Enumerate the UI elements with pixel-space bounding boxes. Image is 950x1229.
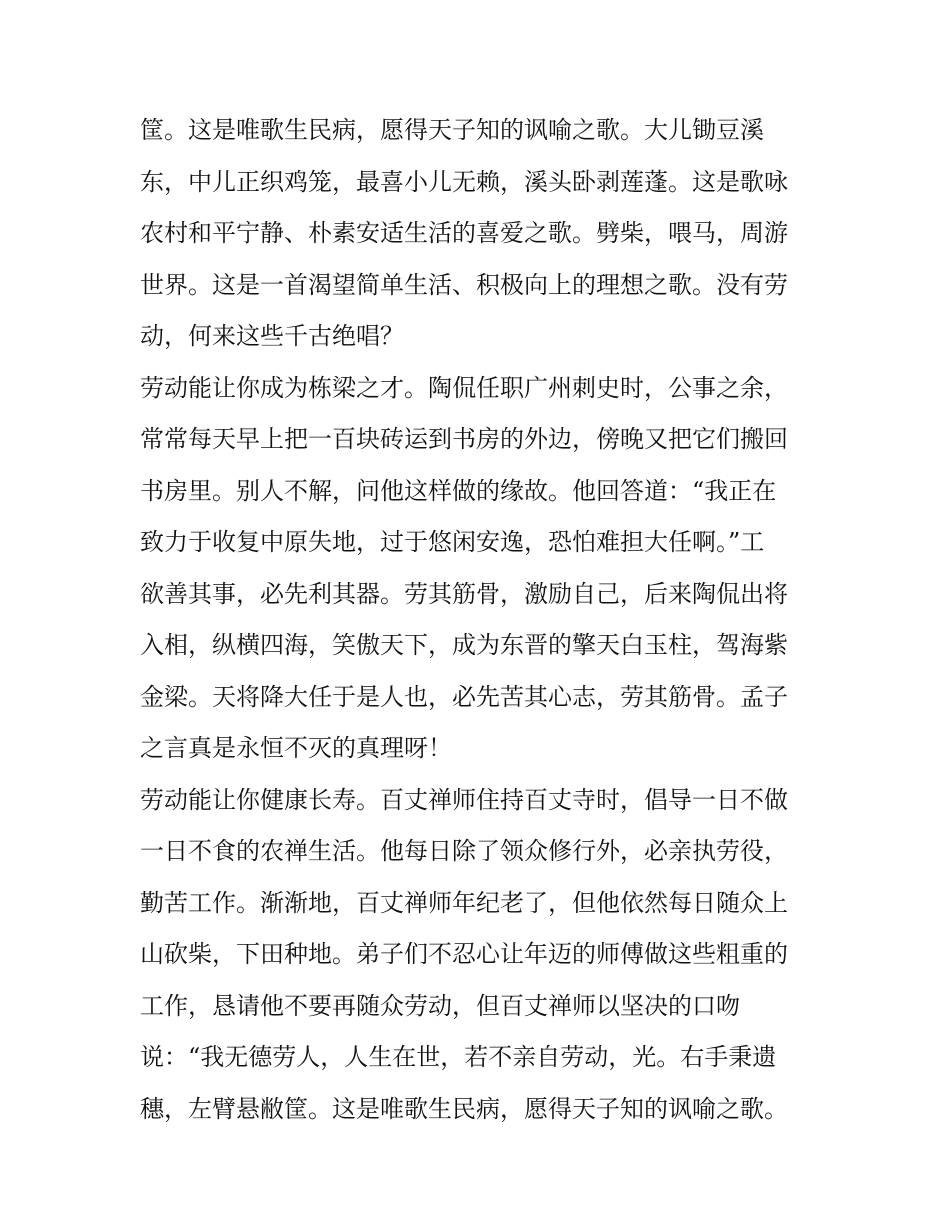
text-line-5: 动，何来这些千古绝唱？ <box>140 322 404 350</box>
text-line-9: 致力于收复中原失地，过于悠闲安逸，恐怕难担大任啊。”工 <box>140 528 765 556</box>
text-line-17: 山砍柴，下田种地。弟子们不忍心让年迈的师傅做这些粗重的 <box>140 940 788 968</box>
text-line-10: 欲善其事，必先利其器。劳其筋骨，激励自己，后来陶侃出将 <box>140 579 788 608</box>
text-line-11: 入相，纵横四海，笑傲天下，成为东晋的擎天白玉柱，驾海紫 <box>140 631 788 659</box>
body-text <box>140 105 830 1135</box>
text-line-15: 一日不食的农禅生活。他每日除了领众修行外，必亲执劳役， <box>140 837 788 865</box>
text-line-13: 之言真是永恒不灭的真理呀！ <box>140 734 452 762</box>
text-line-14: 劳动能让你健康长寿。百丈禅师住持百丈寺时，倡导一日不做 <box>140 785 788 814</box>
text-line-16: 勤苦工作。渐渐地，百丈禅师年纪老了，但他依然每日随众上 <box>140 888 788 917</box>
text-line-8: 书房里。别人不解，问他这样做的缘故。他回答道：“我正在 <box>140 476 777 505</box>
text-line-12: 金梁。天将降大任于是人也，必先苦其心志，劳其筋骨。孟子 <box>140 682 788 711</box>
text-line-1: 筐。这是唯歌生民病，愿得天子知的讽喻之歌。大儿锄豆溪 <box>140 116 764 144</box>
text-line-3: 农村和平宁静、朴素安适生活的喜爱之歌。劈柴，喂马，周游 <box>140 219 788 247</box>
text-line-4: 世界。这是一首渴望简单生活、积极向上的理想之歌。没有劳 <box>140 270 788 299</box>
text-line-20: 穗，左臂悬敝筐。这是唯歌生民病，愿得天子知的讽喻之歌。 <box>140 1094 788 1123</box>
text-line-19: 说：“我无德劳人，人生在世，若不亲自劳动，光。右手秉遗 <box>140 1043 777 1071</box>
text-line-6: 劳动能让你成为栋梁之才。陶侃任职广州刺史时，公事之余， <box>140 373 788 402</box>
text-line-2: 东，中儿正织鸡笼，最喜小儿无赖，溪头卧剥莲蓬。这是歌咏 <box>140 167 788 196</box>
text-line-7: 常常每天早上把一百块砖运到书房的外边，傍晚又把它们搬回 <box>140 425 788 453</box>
text-line-18: 工作，恳请他不要再随众劳动，但百丈禅师以坚决的口吻 <box>140 991 740 1020</box>
